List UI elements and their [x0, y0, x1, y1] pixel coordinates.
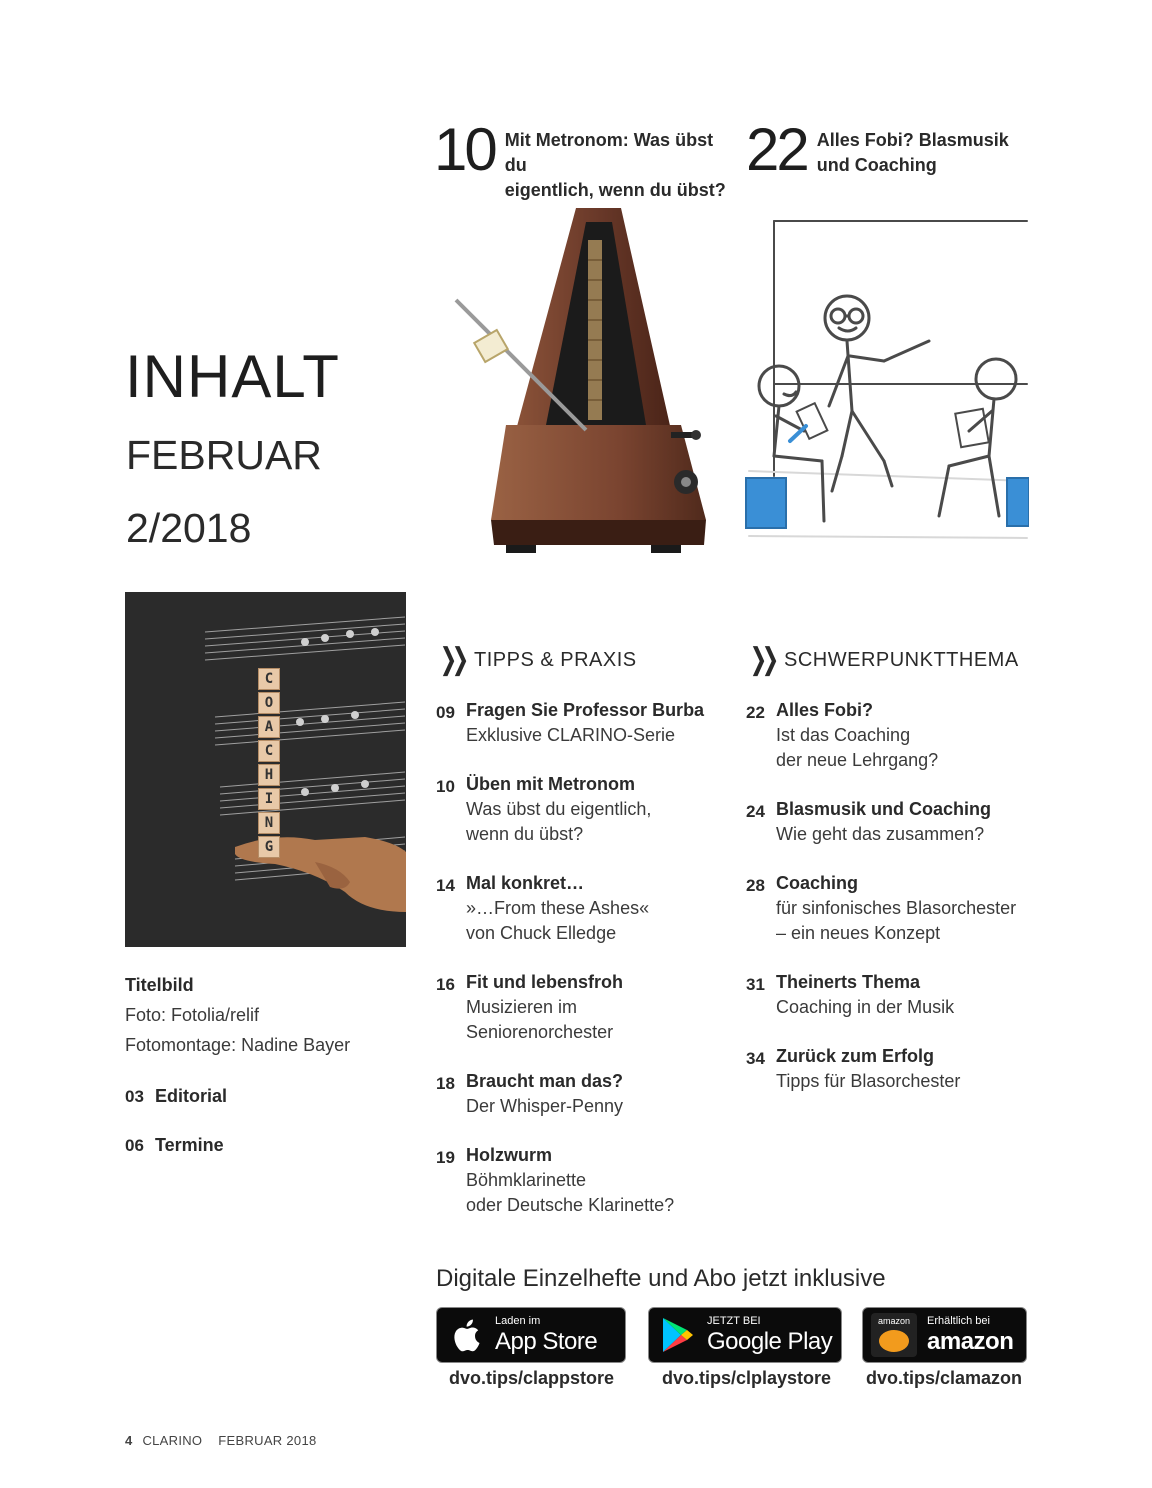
coaching-letter-tiles	[258, 668, 280, 860]
section-header-tipps	[436, 645, 637, 675]
entry-title: Theinerts Thema	[776, 972, 921, 992]
toc-tipps-list	[436, 698, 736, 1242]
entry-page-number: 10	[436, 777, 455, 796]
entry-page-number: 06	[125, 1136, 144, 1155]
credits-photo: Foto: Fotolia/relif	[125, 1005, 260, 1025]
toc-entry-editorial[interactable]	[125, 1084, 227, 1109]
entry-subtitle: Ist das Coaching	[776, 725, 911, 745]
double-chevron-icon: ❯❯	[749, 643, 774, 676]
entry-body	[776, 1044, 1046, 1094]
entry-page-number: 03	[125, 1087, 144, 1106]
entry-title: Fit und lebensfroh	[466, 972, 623, 992]
feature-page-number: 10	[434, 116, 495, 183]
section-title: SCHWERPUNKTTHEMA	[784, 648, 1019, 671]
page-footer	[125, 1433, 323, 1448]
entry-subtitle: Tipps für Blasorchester	[776, 1071, 961, 1091]
entry-title: Coaching	[776, 873, 859, 893]
amazon-logo-small: amazon	[877, 1316, 911, 1326]
entry-subtitle: von Chuck Elledge	[466, 923, 617, 943]
entry-body	[466, 1143, 736, 1218]
letter-tile: N	[258, 812, 280, 834]
app-store-button[interactable]	[436, 1307, 626, 1363]
entry-page-number: 28	[746, 876, 765, 895]
store-big-label: Google Play	[707, 1327, 833, 1355]
entry-body	[466, 871, 736, 946]
toc-entry[interactable]	[746, 970, 1046, 1020]
entry-body	[776, 970, 1046, 1020]
letter-tile: G	[258, 836, 280, 858]
entry-title: Zurück zum Erfolg	[776, 1046, 935, 1066]
store-big-label: App Store	[495, 1327, 598, 1355]
letter-tile: I	[258, 788, 280, 810]
entry-title: Alles Fobi?	[776, 700, 874, 720]
app-store-link[interactable]: dvo.tips/clappstore	[449, 1368, 615, 1388]
toc-entry[interactable]	[746, 1044, 1046, 1094]
letter-tile: H	[258, 764, 280, 786]
google-play-button[interactable]	[648, 1307, 842, 1363]
toc-entry[interactable]	[746, 698, 1046, 773]
toc-entry[interactable]	[436, 1143, 736, 1218]
cover-image	[125, 592, 406, 947]
section-header-schwerpunkt	[746, 645, 1019, 675]
letter-tile: C	[258, 668, 280, 690]
entry-page-number: 16	[436, 975, 455, 994]
entry-body	[776, 871, 1046, 946]
metronome-image	[446, 200, 716, 560]
credits-title: Titelbild	[125, 975, 194, 995]
store-big-label: amazon	[927, 1327, 1014, 1355]
toc-entry[interactable]	[436, 772, 736, 847]
toc-entry[interactable]	[436, 970, 736, 1045]
entry-subtitle: der neue Lehrgang?	[776, 750, 939, 770]
feature-title	[505, 128, 734, 203]
google-play-icon	[661, 1316, 695, 1354]
entry-title: Braucht man das?	[466, 1071, 624, 1091]
feature-title-line: Mit Metronom: Was übst du	[504, 130, 714, 175]
entry-title: Holzwurm	[466, 1145, 553, 1165]
entry-subtitle: wenn du übst?	[466, 824, 584, 844]
google-play-link[interactable]: dvo.tips/clplaystore	[662, 1368, 832, 1388]
entry-subtitle: Was übst du eigentlich,	[466, 799, 652, 819]
entry-title: Editorial	[155, 1086, 228, 1106]
feature-title	[817, 128, 1009, 178]
amazon-app-icon	[871, 1313, 917, 1357]
entry-subtitle: Der Whisper-Penny	[466, 1096, 624, 1116]
feature-page-number: 22	[746, 116, 807, 183]
entry-page-number: 14	[436, 876, 455, 895]
letter-tile: O	[258, 692, 280, 714]
entry-subtitle: Exklusive CLARINO-Serie	[466, 725, 676, 745]
entry-page-number: 34	[746, 1049, 765, 1068]
feature-teaser-10[interactable]	[434, 116, 734, 203]
cover-credits	[125, 970, 415, 1060]
entry-body	[466, 772, 736, 847]
footer-page-number: 4	[125, 1433, 133, 1448]
entry-subtitle: oder Deutsche Klarinette?	[466, 1195, 675, 1215]
entry-page-number: 09	[436, 703, 455, 722]
entry-subtitle: für sinfonisches Blasorchester	[776, 898, 1017, 918]
entry-page-number: 24	[746, 802, 765, 821]
entry-body	[466, 1069, 736, 1119]
store-small-label: Erhältlich bei	[927, 1314, 990, 1327]
entry-body	[466, 970, 736, 1045]
entry-title: Üben mit Metronom	[466, 774, 635, 794]
entry-page-number: 18	[436, 1074, 455, 1093]
credits-montage: Fotomontage: Nadine Bayer	[125, 1035, 351, 1055]
footer-date: FEBRUAR 2018	[218, 1433, 317, 1448]
entry-page-number: 22	[746, 703, 765, 722]
toc-entry[interactable]	[436, 698, 736, 748]
entry-title: Mal konkret…	[466, 873, 585, 893]
issue-number: 2/2018	[126, 505, 252, 551]
toc-schwerpunkt-list	[746, 698, 1046, 1118]
apple-icon	[451, 1315, 485, 1355]
entry-body	[776, 698, 1046, 773]
entry-body	[466, 698, 736, 748]
issue-month: FEBRUAR	[126, 432, 322, 478]
feature-title-line: eigentlich, wenn du übst?	[504, 180, 726, 200]
letter-tile: A	[258, 716, 280, 738]
entry-page-number: 19	[436, 1148, 455, 1167]
letter-tile: C	[258, 740, 280, 762]
entry-subtitle: Böhmklarinette	[466, 1170, 587, 1190]
entry-subtitle: Seniorenorchester	[466, 1022, 614, 1042]
amazon-basket-icon	[879, 1330, 909, 1352]
amazon-link[interactable]: dvo.tips/clamazon	[866, 1368, 1023, 1388]
double-chevron-icon: ❯❯	[439, 643, 464, 676]
feature-teaser-22[interactable]	[746, 116, 1036, 183]
page-title: INHALT	[125, 343, 340, 410]
entry-title: Termine	[155, 1135, 224, 1155]
entry-subtitle: Coaching in der Musik	[776, 997, 955, 1017]
coaching-illustration	[744, 216, 1029, 546]
store-small-label: JETZT BEI	[707, 1314, 761, 1327]
toc-entry[interactable]	[746, 797, 1046, 847]
amazon-button[interactable]	[862, 1307, 1027, 1363]
entry-title: Fragen Sie Professor Burba	[466, 700, 705, 720]
entry-subtitle: Musizieren im	[466, 997, 578, 1017]
feature-title-line: und Coaching	[816, 155, 937, 175]
entry-body	[776, 797, 1046, 847]
footer-magazine: CLARINO	[142, 1433, 203, 1448]
toc-entry-termine[interactable]	[125, 1133, 224, 1158]
toc-entry[interactable]	[436, 871, 736, 946]
digital-headline: Digitale Einzelhefte und Abo jetzt inklusive	[436, 1265, 886, 1292]
entry-subtitle: »…From these Ashes«	[466, 898, 650, 918]
feature-title-line: Alles Fobi? Blasmusik	[816, 130, 1009, 150]
entry-page-number: 31	[746, 975, 765, 994]
toc-entry[interactable]	[436, 1069, 736, 1119]
section-title: TIPPS & PRAXIS	[474, 648, 637, 671]
store-small-label: Laden im	[495, 1314, 541, 1327]
entry-subtitle: Wie geht das zusammen?	[776, 824, 985, 844]
toc-entry[interactable]	[746, 871, 1046, 946]
entry-title: Blasmusik und Coaching	[776, 799, 992, 819]
entry-subtitle: – ein neues Konzept	[776, 923, 941, 943]
